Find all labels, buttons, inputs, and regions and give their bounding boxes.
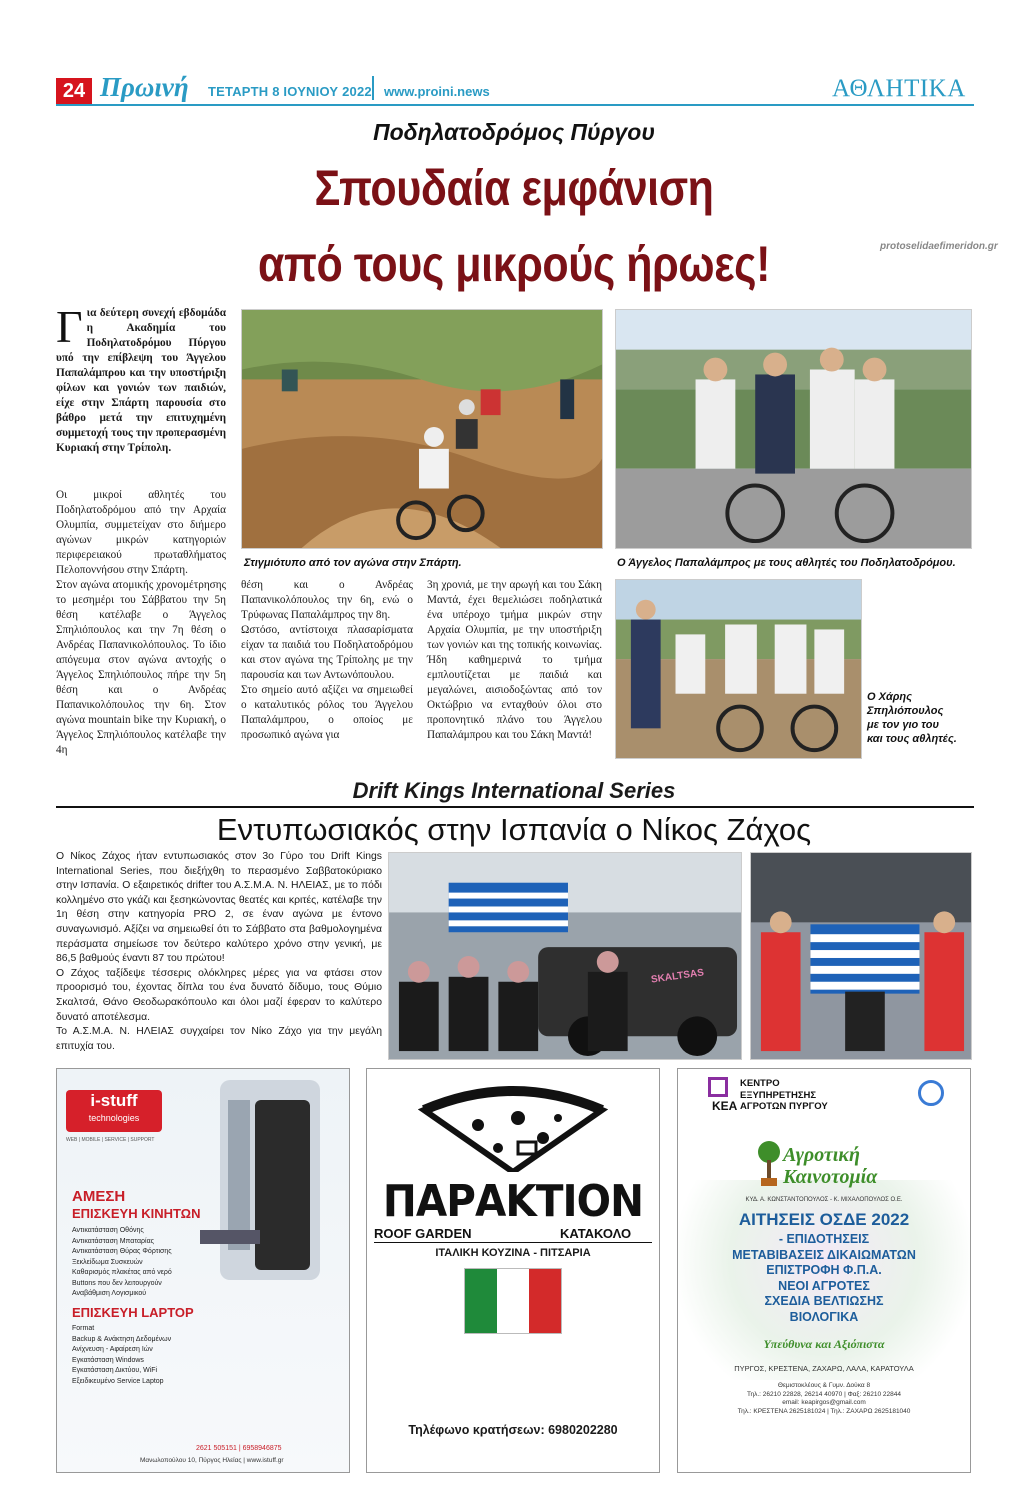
- kea-company: ΚΥΔ. Α. ΚΩΝΣΤΑΝΤΟΠΟΥΛΟΣ - Κ. ΜΙΧΑΛΟΠΟΥΛΟΣ Ο.Ε.: [745, 1197, 903, 1203]
- article2-kicker: Drift Kings International Series: [352, 778, 676, 803]
- list-item: Εγκατάσταση Windows: [72, 1356, 144, 1364]
- list-item: Αναβάθμιση Λογισμικού: [72, 1290, 147, 1297]
- istuff-logo-sub: technologies: [88, 1113, 140, 1123]
- list-item: Αντικατάσταση Μπαταρίας: [72, 1237, 155, 1245]
- drop-cap: Γ: [56, 301, 83, 352]
- car-banner-text: SKALTSAS: [650, 967, 705, 986]
- paragraph: θέση και ο Ανδρέας Παπανικολόπουλος την 6η, ενώ ο Τρύφωνας Παπαλάμπρος την 8η.: [241, 579, 413, 621]
- list-item: Format: [72, 1325, 95, 1332]
- kea-title-line: ΕΞΥΠΗΡΕΤΗΣΗΣ: [740, 1089, 817, 1101]
- article2-headline: Εντυπωσιακός στην Ισπανία ο Νίκος Ζάχος: [216, 812, 812, 847]
- list-item: Buttons που δεν λειτουργούν: [72, 1279, 162, 1287]
- istuff-heading-1: ΑΜΕΣΗ: [72, 1188, 126, 1205]
- paragraph: 3η χρονιά, με την αρωγή και του Σάκη Μαντά, έχει θεμελιώσει ποδηλατικά ένα υπέροχο τμήμα μικρών στην Αρχαία Ολυμπία, με την υποστήριξη των γονιών και της τοπικής κοινωνίας. Ήδη καθημερινά το τμήμα εμπλουτίζεται με παιδιά και μεγαλώνει, αισιοδοξώντας από τον Οκτώβριο να ενταχθούν όλοι στο προπονητικό πλάνο του Άγγελου Παπαλάμπρου και του Σάκη Μαντά!: [427, 579, 602, 741]
- istuff-logo: [66, 1090, 162, 1132]
- list-item: ΝΕΟΙ ΑΓΡΟΤΕΣ: [778, 1278, 870, 1293]
- list-item: Ξεκλείδωμα Συσκευών: [72, 1258, 143, 1266]
- article-column-3: [427, 578, 602, 743]
- article-kicker: Ποδηλατοδρόμος Πύργου: [373, 119, 655, 145]
- list-item: ΣΧΕΔΙΑ ΒΕΛΤΙΩΣΗΣ: [764, 1294, 884, 1308]
- list-item: Αντικατάσταση Θύρας Φόρτισης: [72, 1248, 172, 1255]
- article-lead: [56, 301, 226, 456]
- flag-stripe: [497, 1269, 529, 1333]
- article-column-1: [56, 488, 226, 758]
- caption-line: με τον γιο του: [867, 719, 940, 731]
- istuff-tagline: WEB | MOBILE | SERVICE | SUPPORT: [66, 1137, 155, 1143]
- caption-line: Ο Χάρης: [867, 691, 913, 703]
- photo-race-sparta: [241, 309, 603, 549]
- flag-stripe: [465, 1269, 497, 1333]
- address-line: Τηλ.: 26210 22828, 26214 40970 | Φαξ: 26210 22844: [746, 1390, 902, 1398]
- istuff-heading-2: ΕΠΙΣΚΕΥΗ LAPTOP: [72, 1305, 194, 1320]
- agro-brand-line: Αγροτική: [783, 1144, 860, 1166]
- photo-caption-coach: Ο Άγγελος Παπαλάμπρος με τους αθλητές του Ποδηλατοδρόμου.: [617, 557, 956, 569]
- list-item: ΒΙΟΛΟΓΙΚΑ: [789, 1309, 859, 1324]
- kea-logo-icon: [708, 1077, 728, 1097]
- masthead-rule: [56, 104, 974, 106]
- lead-text: ια δεύτερη συνεχή εβδομάδα η Ακαδημία του Ποδηλατοδρόμου Πύργου υπό την επίβλεψη του Άγγελου Παπαλάμπρου και την υποστήριξη φίλων και γονιών των παιδιών, είχε στην Σπάρτη παρουσία στο βάθρο μετά την επιτυχημένη συμμετοχή τους την προπερασμένη Κυριακή στην Τρίπολη.: [56, 307, 226, 454]
- paraktion-name: ΠΑΡΑΚΤΙΟΝ: [382, 1176, 644, 1227]
- section-label: ΑΘΛΗΤΙΚΑ: [832, 75, 966, 102]
- paraktion-sub-left: ROOF GARDEN: [374, 1226, 472, 1241]
- list-item: Εξειδικευμένο Service Laptop: [72, 1377, 164, 1385]
- list-item: Backup & Ανάκτηση Δεδομένων: [72, 1335, 172, 1343]
- italian-flag-icon: [464, 1268, 562, 1334]
- newspaper-name: Πρωινή: [100, 72, 189, 102]
- kea-title: [740, 1078, 828, 1113]
- paragraph: Οι μικροί αθλητές του Ποδηλατοδρόμου από την Αρχαία Ολυμπία, συμμετείχαν στο διήμερο αγώνων μικρών κατηγοριών περιφερειακού πρωταθλήματος Πελοποννήσου στην Σπάρτη.: [56, 489, 226, 576]
- istuff-heading-1b: ΕΠΙΣΚΕΥΗ ΚΙΝΗΤΩΝ: [72, 1206, 201, 1221]
- list-item: ΜΕΤΑΒΙΒΑΣΕΙΣ ΔΙΚΑΙΩΜΑΤΩΝ: [732, 1247, 916, 1262]
- caption-line: Σπηλιόπουλος: [867, 705, 944, 717]
- kea-abbr: ΚΕΑ: [712, 1099, 738, 1113]
- masthead-separator: [372, 76, 374, 100]
- website-link[interactable]: www.proini.news: [384, 84, 490, 99]
- address-line: email: keapirgos@gmail.com: [782, 1399, 866, 1407]
- paraktion-phone: Τηλέφωνο κρατήσεων: 6980202280: [408, 1423, 618, 1437]
- kea-main-offer: ΑΙΤΗΣΕΙΣ ΟΣΔΕ 2022: [738, 1210, 910, 1229]
- paragraph: Στο σημείο αυτό αξίζει να σημειωθεί ο καταλυτικός ρόλος του Άγγελου Παπαλάμπρου, ο οποίος με προσωπικό αγώνα για: [241, 684, 413, 741]
- paragraph: Το Α.Σ.Μ.Α. Ν. ΗΛΕΙΑΣ συγχαίρει τον Νίκο Ζάχο για την μεγάλη επιτυχία του.: [56, 1026, 382, 1052]
- list-item: Καθαρισμός πλακέτας από νερό: [72, 1269, 172, 1276]
- issue-date: ΤΕΤΑΡΤΗ 8 ΙΟΥΝΙΟΥ 2022: [208, 84, 372, 99]
- kea-towns: ΠΥΡΓΟΣ, ΚΡΕΣΤΕΝΑ, ΖΑΧΑΡΩ, ΛΑΛΑ, ΚΑΡΑΤΟΥΛΑ: [734, 1364, 914, 1373]
- paraktion-divider: [374, 1242, 652, 1243]
- pizza-logo-icon: [418, 1080, 608, 1172]
- article2-body: [56, 850, 382, 1054]
- photo-flag-team: [750, 852, 972, 1060]
- article2-rule: [56, 806, 974, 808]
- list-item: Εγκατάσταση Δικτύου, WiFi: [72, 1367, 158, 1374]
- istuff-phone-services: [72, 1226, 172, 1300]
- paragraph: Στον αγώνα ατομικής χρονομέτρησης το μεσημέρι του Σάββατου την 5η θέση κατέλαβε ο Άγγελος Σπηλιόπουλος και την 7η θέση ο Ανδρέας Παπανικολόπουλος. Το ίδιο απόγευμα στον αγώνα αντοχής ο Άγγελος Σπηλιόπουλος πήρε την 5η θέση και ο Ανδρέας Παπανικολόπουλος την 6η. Στον αγώνα mountain bike την Κυριακή, ο Άγγελος Σπηλιόπουλος κατέλαβε την 4η: [56, 579, 226, 756]
- paragraph: Ο Νίκος Ζάχος ήταν εντυπωσιακός στον 3ο Γύρο του Drift Kings International Series, που διεξήχθη το περασμένο Σαββατοκύριακο στην Ισπανία. Ο εξαιρετικός drifter του Α.Σ.Μ.Α. Ν. ΗΛΕΙΑΣ, με το πόδι κολλημένο στο γκάζι και ξεσηκώνοντας θεατές και κριτές, κατέλαβε την 1η θέση στην κατηγορία PRO 2, σε έναν αγώνα με έντονο συναγωνισμό. Αξίζει να σημειωθεί ότι το Σάββατο στα βαθμολογημένα περάσματα σημείωσε τον δεύτερο καλύτερο χρόνο στην γενική, με 86,5 βαθμούς έναντι 87 του πρώτου!: [56, 851, 382, 965]
- list-item: Αντικατάσταση Οθόνης: [72, 1227, 144, 1234]
- address-line: Θεμιστοκλέους & Γυμν. Δούκα 8: [777, 1382, 871, 1389]
- list-item: - ΕΠΙΔΟΤΗΣΕΙΣ: [778, 1232, 870, 1246]
- paragraph: Ο Ζάχος ταξίδεψε τέσσερις ολόκληρες μέρες για να φτάσει στον προορισμό του, έχοντας δίπλα του ένα δυνατό δίδυμο, τους Θύμιο Σκαλτσά, Θάνο Θεοδωρακόπουλο και όλοι μαζί έφεραν το καλύτερο δυνατό αποτέλεσμα.: [56, 967, 382, 1023]
- article-column-2: [241, 578, 413, 743]
- article-headline-line2: από τους μικρούς ήρωες!: [258, 236, 770, 292]
- list-item: ΕΠΙΣΤΡΟΦΗ Φ.Π.Α.: [766, 1263, 882, 1277]
- kea-title-line: ΑΓΡΟΤΩΝ ΠΥΡΓΟΥ: [740, 1101, 828, 1112]
- photo-drift-team: [388, 852, 742, 1060]
- paragraph: Ωστόσο, αντίστοιχα πλασαρίσματα είχαν τα παιδιά του Ποδηλατοδρόμου και στον αγώνα της Τρίπολης με την παρουσία και των Αντωνόπουλου.: [241, 624, 413, 681]
- agro-brand-line: Καινοτομία: [783, 1166, 878, 1188]
- phone-repair-image: [200, 1080, 340, 1290]
- photo-coach-athletes: [615, 309, 972, 549]
- kea-services: [677, 1232, 971, 1325]
- flag-stripe: [529, 1269, 561, 1333]
- kea-motto: Υπεύθυνα και Αξιόπιστα: [763, 1337, 885, 1351]
- partner-logo-icon: [918, 1080, 944, 1106]
- agro-brand: [783, 1144, 877, 1188]
- istuff-logo-main: i-stuff: [90, 1091, 138, 1110]
- address-line: Τηλ.: ΚΡΕΣΤΕΝΑ 2625181024 | Τηλ.: ΖΑΧΑΡΩ 2625181040: [737, 1407, 911, 1415]
- source-watermark: protoselidaefimeridon.gr: [880, 241, 998, 252]
- istuff-laptop-services: [72, 1324, 171, 1387]
- list-item: Ανίχνευση - Αφαίρεση Ιών: [72, 1346, 153, 1353]
- photo-father-son: [615, 579, 862, 759]
- caption-line: και τους αθλητές.: [867, 733, 957, 745]
- istuff-address: Μανωλοπούλου 10, Πύργος Ηλείας | www.istuff.gr: [140, 1457, 284, 1464]
- page-number: 24: [56, 78, 92, 104]
- paraktion-sub-right: ΚΑΤΑΚΟΛΟ: [560, 1226, 632, 1241]
- kea-address: [677, 1382, 971, 1416]
- photo-caption-father-son: [867, 690, 957, 746]
- tree-icon: [757, 1140, 781, 1188]
- kea-title-line: ΚΕΝΤΡΟ: [740, 1078, 780, 1089]
- istuff-phones: 2621 505151 | 6958946875: [196, 1445, 282, 1452]
- photo-caption-race: Στιγμιότυπο από τον αγώνα στην Σπάρτη.: [244, 557, 462, 569]
- paraktion-cuisine: ΙΤΑΛΙΚΗ ΚΟΥΖΙΝΑ - ΠΙΤΣΑΡΙΑ: [435, 1247, 591, 1259]
- article-headline-line1: Σπουδαία εμφάνιση: [314, 160, 714, 216]
